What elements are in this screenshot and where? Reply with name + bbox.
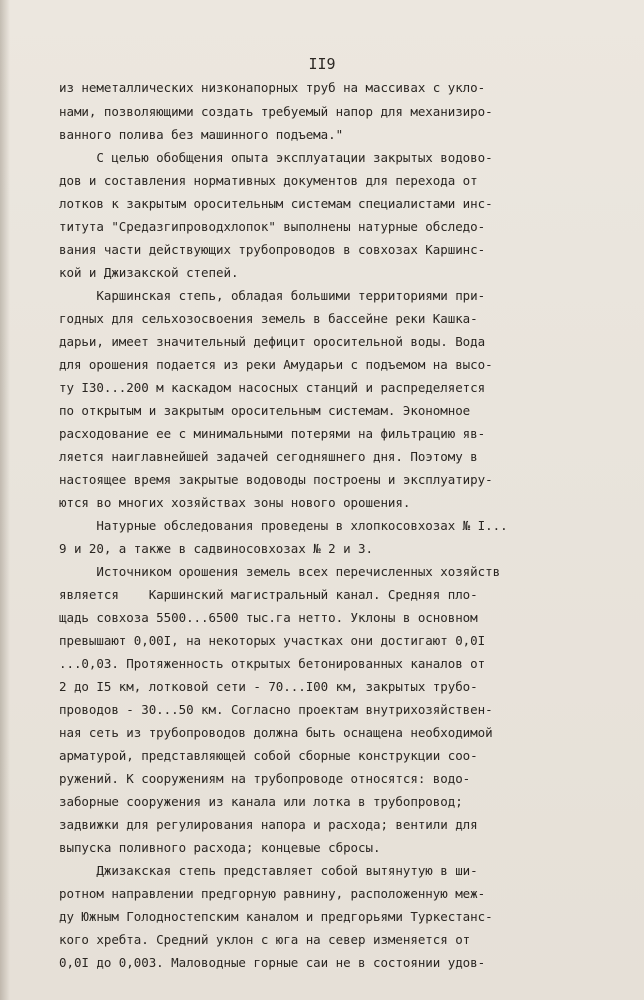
text-line: ружений. К сооружениям на трубопроводе относятся: водо- <box>59 771 471 786</box>
text-line: кого хребта. Средний уклон с юга на север изменяется от <box>59 932 471 947</box>
text-line: ду Южным Голодностепским каналом и предгорьями Туркестанс- <box>59 909 493 924</box>
text-line: нами, позволяющими создать требуемый напор для механизиро- <box>59 104 493 119</box>
text-line: щадь совхоза 5500...6500 тыс.га нетто. Уклоны в основном <box>59 610 478 625</box>
text-line: Каршинская степь, обладая большими территориями при- <box>59 288 486 303</box>
text-line: ротном направлении предгорную равнину, расположенную меж- <box>59 886 486 901</box>
text-line: для орошения подается из реки Амударьи с подъемом на высо- <box>59 357 493 372</box>
text-line: ются во многих хозяйствах зоны нового орошения. <box>59 495 411 510</box>
text-line: является Каршинский магистральный канал. Средняя пло- <box>59 587 478 602</box>
text-line: выпуска поливного расхода; концевые сбросы. <box>59 840 381 855</box>
text-line: дов и составления нормативных документов для перехода от <box>59 173 478 188</box>
text-line: арматурой, представляющей собой сборные конструкции соо- <box>59 748 478 763</box>
text-line: Источником орошения земель всех перечисленных хозяйств <box>59 564 501 579</box>
text-line: 2 до I5 км, лотковой сети - 70...I00 км, закрытых трубо- <box>59 679 478 694</box>
text-line: ляется наиглавнейшей задачей сегодняшнего дня. Поэтому в <box>59 449 478 464</box>
text-line: лотков к закрытым оросительным системам специалистами инс- <box>59 196 493 211</box>
text-line: вания части действующих трубопроводов в совхозах Каршинс- <box>59 242 486 257</box>
text-line: дарьи, имеет значительный дефицит оросительной воды. Вода <box>59 334 486 349</box>
text-line: настоящее время закрытые водоводы построены и эксплуатиру- <box>59 472 493 487</box>
text-line: титута "Средазгипроводхлопок" выполнены натурные обследо- <box>59 219 486 234</box>
text-line: 0,0I до 0,003. Маловодные горные саи не в состоянии удов- <box>59 955 486 970</box>
text-line: из неметаллических низконапорных труб на массивах с укло- <box>59 80 486 95</box>
text-line: ту I30...200 м каскадом насосных станций и распределяется <box>59 380 486 395</box>
text-line: задвижки для регулирования напора и расхода; вентили для <box>59 817 478 832</box>
text-line: ная сеть из трубопроводов должна быть оснащена необходимой <box>59 725 493 740</box>
text-line: Натурные обследования проведены в хлопкосовхозах № I... <box>59 518 508 533</box>
text-line: годных для сельхозосвоения земель в бассейне реки Кашка- <box>59 311 478 326</box>
text-line: расходование ее с минимальными потерями на фильтрацию яв- <box>59 426 486 441</box>
page-edge-shadow <box>0 0 10 1000</box>
text-line: ...0,03. Протяженность открытых бетонированных каналов от <box>59 656 486 671</box>
text-line: заборные сооружения из канала или лотка в трубопровод; <box>59 794 463 809</box>
page-number: II9 <box>308 55 336 73</box>
text-line: кой и Джизакской степей. <box>59 265 239 280</box>
text-line: 9 и 20, а также в садвиносовхозах № 2 и 3. <box>59 541 373 556</box>
text-line: по открытым и закрытым оросительным системам. Экономное <box>59 403 471 418</box>
text-line: проводов - 30...50 км. Согласно проектам внутрихозяйствен- <box>59 702 493 717</box>
text-line: ванного полива без машинного подъема." <box>59 127 344 142</box>
text-line: С целью обобщения опыта эксплуатации закрытых водово- <box>59 150 493 165</box>
text-line: Джизакская степь представляет собой вытянутую в ши- <box>59 863 478 878</box>
text-line: превышают 0,00I, на некоторых участках они достигают 0,0I <box>59 633 486 648</box>
